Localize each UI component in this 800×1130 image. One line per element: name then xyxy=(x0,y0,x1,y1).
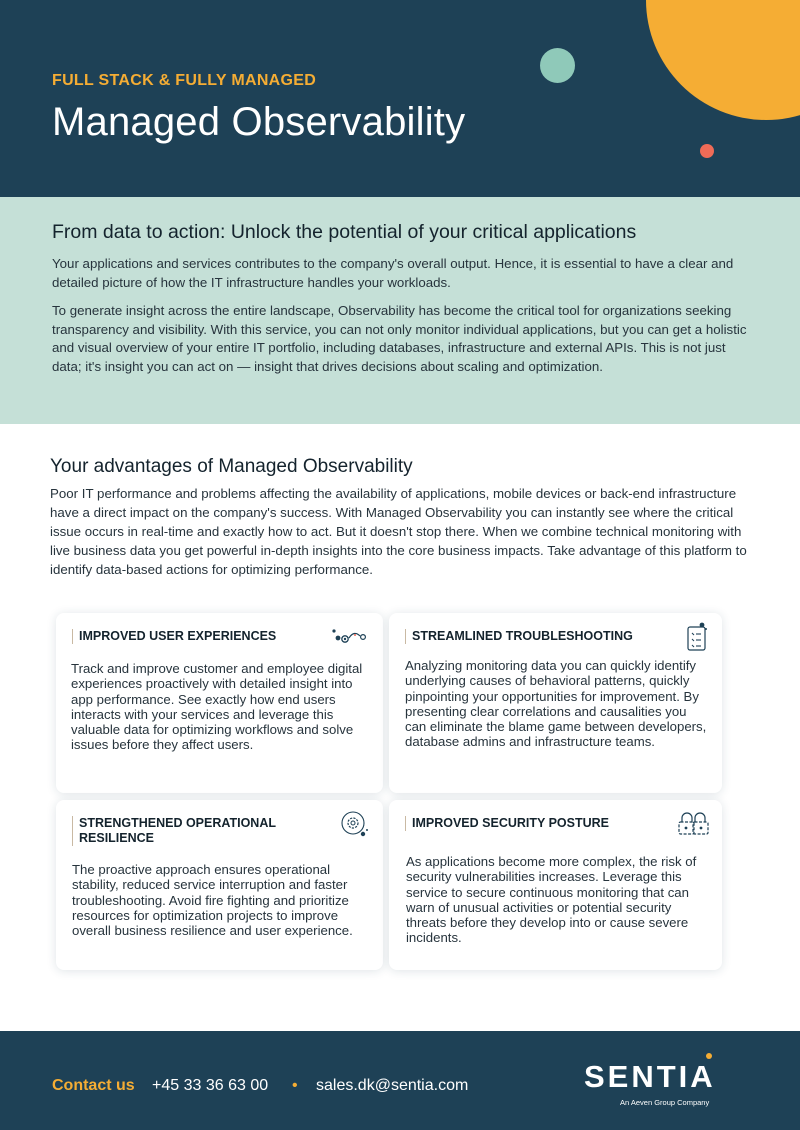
advantages-section xyxy=(50,456,750,579)
card-body: As applications become more complex, the risk of security vulnerabilities increases. Leverage this service to secure continuous monitoring that can warn of unusual activities or potential security threats before they develop into or cause severe incidents. xyxy=(406,854,697,946)
brand-tagline: An Aeven Group Company xyxy=(620,1098,710,1107)
card-improved-security-posture xyxy=(389,800,722,970)
page-footer xyxy=(0,1031,800,1130)
card-body: Track and improve customer and employee digital experiences proactively with detailed insight into app performance. See exactly how end users interacts with your services and leverage this valuable data for optimizing workflows and solve issues before they affect users. xyxy=(71,661,363,753)
gear-icon xyxy=(338,808,370,840)
contact-label: Contact us xyxy=(52,1077,135,1094)
card-improved-user-experiences xyxy=(56,613,383,793)
advantages-body: Poor IT performance and problems affecting the availability of applications, mobile devices or back-end infrastructure have a direct impact on the company's success. With Managed Observability you can instantly see where the critical issue occurs in real-time and exactly how to act. But it doesn't stop there. When we combine technical monitoring with live business data you get powerful in-depth insights into the core business impacts. Take advantage of this platform to identify data-based actions for optimizing performance. xyxy=(50,486,747,577)
checklist-icon xyxy=(685,621,709,653)
intro-heading: From data to action: Unlock the potential of your critical applications xyxy=(52,221,637,243)
card-body: Analyzing monitoring data you can quickly identify underlying causes of behavioral patterns, quickly pinpointing your opportunities for improvement. By presenting clear correlations and causalities you can eliminate the blame game between developers, database admins and infrastructure teams. xyxy=(405,658,707,750)
decorative-dot-coral xyxy=(700,144,714,158)
separator-dot: • xyxy=(292,1077,298,1094)
email-link[interactable]: sales.dk@sentia.com xyxy=(316,1077,469,1094)
card-streamlined-troubleshooting xyxy=(389,613,722,793)
logo-accent-dot xyxy=(706,1053,712,1059)
lock-icon xyxy=(677,810,711,838)
brand-logo: SENTIA xyxy=(584,1059,716,1094)
advantages-heading: Your advantages of Managed Observability xyxy=(50,456,413,477)
decorative-dot-teal xyxy=(540,48,575,83)
card-strengthened-operational-resilience xyxy=(56,800,383,970)
card-title: IMPROVED SECURITY POSTURE xyxy=(405,816,706,831)
card-title: STREAMLINED TROUBLESHOOTING xyxy=(405,629,706,644)
user-journey-icon xyxy=(330,627,370,645)
page-title: Managed Observability xyxy=(52,100,466,144)
page-header xyxy=(0,0,800,197)
decorative-circle-large xyxy=(646,0,800,120)
intro-paragraph: Your applications and services contributes to the company's overall output. Hence, it is essential to have a clear and detailed picture of how the IT infrastructure handles your workloads. xyxy=(52,256,734,290)
intro-section xyxy=(0,197,800,424)
phone-link[interactable]: +45 33 36 63 00 xyxy=(152,1077,269,1094)
card-body: The proactive approach ensures operational stability, reduced service interruption and faster troubleshooting. Avoid fire fighting and prioritize resources for optimization projects to improve overall business resilience and user experience. xyxy=(72,862,353,939)
intro-paragraph: To generate insight across the entire landscape, Observability has become the critical tool for organizations seeking transparency and visibility. With this service, you can not only monitor individual applications, but you can get a holistic and visual overview of your entire IT portfolio, including databases, infrastructure and external APIs. This is not just data; it's insight you can act on — insight that drives decisions about scaling and optimization. xyxy=(52,303,747,374)
card-title: STRENGTHENED OPERATIONAL RESILIENCE xyxy=(72,816,302,846)
eyebrow-label: FULL STACK & FULLY MANAGED xyxy=(52,72,317,89)
card-title: IMPROVED USER EXPERIENCES xyxy=(72,629,367,644)
